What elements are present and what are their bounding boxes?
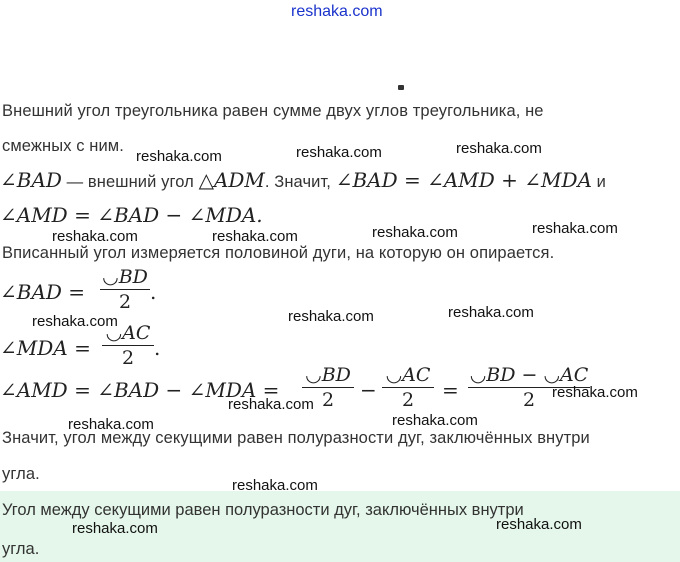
watermark: reshaka.com [448, 304, 534, 321]
watermark: reshaka.com [392, 412, 478, 429]
fraction-bar [102, 345, 154, 346]
eq1-period: . [150, 280, 157, 304]
eq2-period: . [154, 336, 161, 360]
math-sum-equation: ∠BAD = ∠AMD + ∠MDA [335, 168, 592, 192]
watermark: reshaka.com [72, 520, 158, 537]
eq2-lhs: ∠MDA = [0, 336, 91, 360]
eq1-numerator: ◡BD [102, 266, 148, 288]
theory-line-2: смежных с ним. [2, 137, 124, 155]
eq3-f1-denominator: 2 [321, 389, 335, 411]
stray-mark [398, 85, 404, 90]
eq3-f2-numerator: ◡AC [385, 364, 431, 386]
watermark: reshaka.com [456, 140, 542, 157]
watermark: reshaka.com [228, 396, 314, 413]
math-difference-equation: ∠AMD = ∠BAD − ∠MDA. [0, 203, 263, 227]
inscribed-angle-rule: Вписанный угол измеряется половиной дуги, на которую он опирается. [2, 244, 555, 262]
site-link[interactable]: reshaka.com [291, 3, 383, 20]
eq3-f1-numerator: ◡BD [305, 364, 351, 386]
eq1-fraction [100, 266, 150, 313]
exterior-angle-statement [0, 168, 606, 192]
eq2-denominator: 2 [121, 347, 135, 369]
eq1-denominator: 2 [118, 291, 132, 313]
theory-line-1: Внешний угол треугольника равен сумме двух углов треугольника, не [2, 102, 544, 120]
eq3-equals: = [442, 378, 459, 402]
eq3-f2-denominator: 2 [401, 389, 415, 411]
watermark: reshaka.com [232, 477, 318, 494]
watermark: reshaka.com [532, 220, 618, 237]
text-exterior-angle: — внешний угол [61, 173, 199, 191]
fraction-bar [100, 289, 150, 290]
math-triangle-adm: △ADM [198, 168, 265, 192]
text-therefore: . Значит, [264, 173, 336, 191]
eq2-numerator: ◡AC [105, 322, 151, 344]
answer-line-2: угла. [2, 540, 40, 558]
watermark: reshaka.com [32, 313, 118, 330]
watermark: reshaka.com [212, 228, 298, 245]
theory-line-6: Значит, угол между секущими равен полуразности дуг, заключённых внутри [2, 429, 590, 447]
text-and: и [592, 173, 607, 191]
watermark: reshaka.com [496, 516, 582, 533]
eq1-lhs: ∠BAD = [0, 280, 86, 304]
watermark: reshaka.com [68, 416, 154, 433]
eq3-minus: − [360, 378, 377, 402]
watermark: reshaka.com [296, 144, 382, 161]
eq3-f3-numerator: ◡BD − ◡AC [469, 364, 589, 386]
watermark: reshaka.com [552, 384, 638, 401]
watermark: reshaka.com [136, 148, 222, 165]
math-bad: ∠BAD [0, 168, 62, 192]
fraction-bar [382, 387, 434, 388]
eq3-f3-denominator: 2 [522, 389, 536, 411]
watermark: reshaka.com [288, 308, 374, 325]
watermark: reshaka.com [52, 228, 138, 245]
watermark: reshaka.com [372, 224, 458, 241]
eq3-lhs: ∠AMD = ∠BAD − ∠MDA = [0, 378, 280, 402]
answer-line-1: Угол между секущими равен полуразности дуг, заключённых внутри [2, 501, 524, 519]
theory-line-7: угла. [2, 465, 40, 483]
eq3-fraction-2 [382, 364, 434, 411]
fraction-bar [302, 387, 354, 388]
